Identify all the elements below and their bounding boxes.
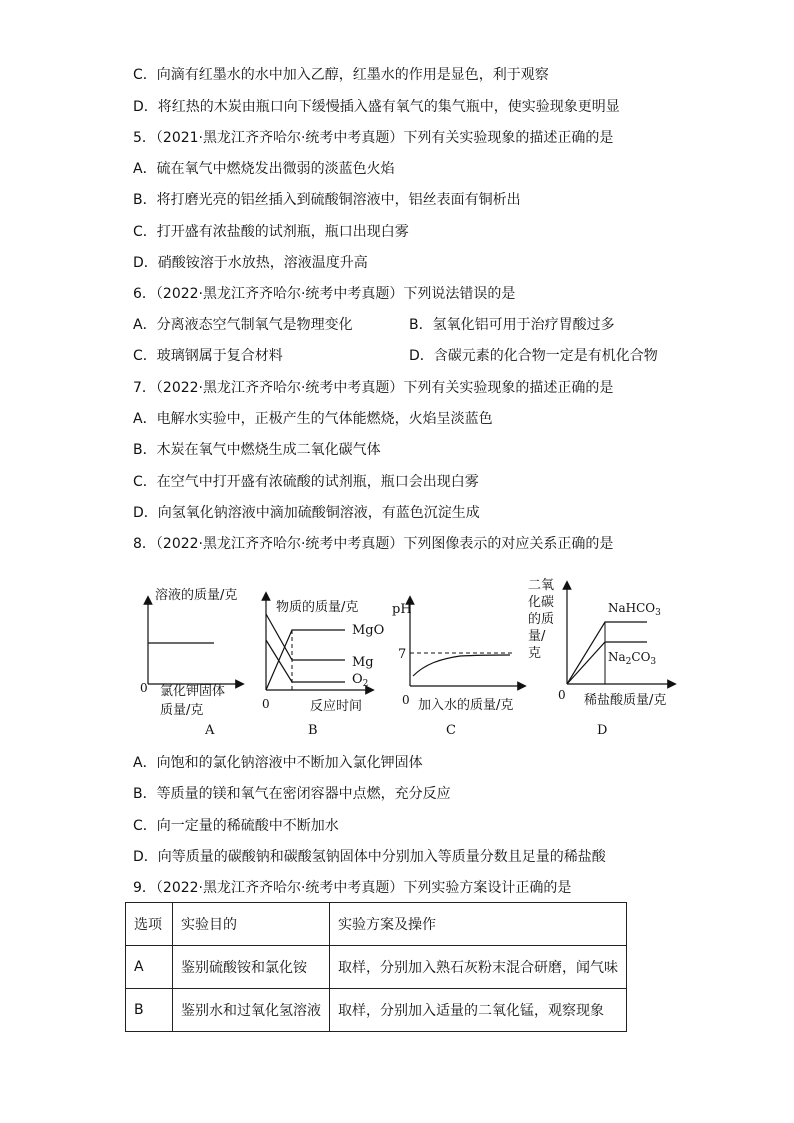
series-label: MgO bbox=[352, 623, 385, 638]
table-cell: 取样，分别加入熟石灰粉末混合研磨，闻气味 bbox=[330, 946, 627, 989]
option-line: A．硫在氧气中燃烧发出微弱的淡蓝色火焰 bbox=[133, 161, 395, 177]
x-axis-label: 反应时间 bbox=[310, 699, 363, 714]
x-axis-label: 加入水的质量/克 bbox=[418, 698, 514, 713]
series-label bbox=[352, 672, 368, 689]
table-cell: B bbox=[126, 989, 173, 1032]
y-axis-label: 化碳 bbox=[528, 595, 555, 610]
subscript: 3 bbox=[655, 608, 661, 618]
curve-o2 bbox=[266, 640, 345, 682]
option-line: A．电解水实验中，正极产生的气体能燃烧，火焰呈淡蓝色 bbox=[133, 411, 493, 427]
curve bbox=[413, 655, 510, 676]
graph-a bbox=[140, 587, 240, 738]
question-stem: 7．（2022·黑龙江齐齐哈尔·统考中考真题）下列有关实验现象的描述正确的是 bbox=[133, 380, 614, 396]
graph-caption: B bbox=[308, 723, 318, 738]
graph-caption: A bbox=[205, 723, 215, 738]
y-axis-label: 的质 bbox=[528, 612, 555, 627]
table-header-cell: 选项 bbox=[126, 903, 173, 946]
subscript: 2 bbox=[625, 657, 632, 667]
origin-label: 0 bbox=[140, 681, 148, 695]
table-header-cell: 实验目的 bbox=[173, 903, 330, 946]
option-line: C．在空气中打开盛有浓硫酸的试剂瓶，瓶口会出现白雾 bbox=[133, 474, 479, 490]
series-label-part: O bbox=[352, 672, 363, 687]
table-header-cell: 实验方案及操作 bbox=[330, 903, 627, 946]
graph-b bbox=[262, 596, 384, 738]
option-line: D．硝酸铵溶于水放热，溶液温度升高 bbox=[133, 255, 368, 271]
y-axis-label: 溶液的质量/克 bbox=[155, 588, 238, 603]
graph-d bbox=[528, 578, 672, 738]
graph-caption: D bbox=[597, 723, 608, 738]
y-axis-label: 量/ bbox=[528, 629, 546, 644]
option-line: A．向饱和的氯化钠溶液中不断加入氯化钾固体 bbox=[133, 755, 423, 771]
option-line: B．氢氧化铝可用于治疗胃酸过多 bbox=[409, 317, 615, 333]
option-line: B．木炭在氧气中燃烧生成二氧化碳气体 bbox=[133, 442, 381, 458]
series-label-part: Na bbox=[608, 650, 626, 664]
y-axis-label: 克 bbox=[528, 646, 542, 661]
question-stem: 5．（2021·黑龙江齐齐哈尔·统考中考真题）下列有关实验现象的描述正确的是 bbox=[133, 130, 614, 146]
y-tick-label: 7 bbox=[398, 647, 407, 662]
option-line: C．玻璃钢属于复合材料 bbox=[133, 348, 283, 364]
series-label: Mg bbox=[352, 655, 374, 670]
question-stem: 6．（2022·黑龙江齐齐哈尔·统考中考真题）下列说法错误的是 bbox=[133, 286, 516, 302]
table-cell: 鉴别硫酸铵和氯化铵 bbox=[173, 946, 330, 989]
graph-caption: C bbox=[446, 723, 456, 738]
x-axis-label: 质量/克 bbox=[160, 703, 204, 718]
option-line: D．向氢氧化钠溶液中滴加硫酸铜溶液，有蓝色沉淀生成 bbox=[133, 505, 480, 521]
series-label-part: NaHCO bbox=[608, 601, 656, 615]
y-axis-label: pH bbox=[392, 602, 412, 617]
graph-c bbox=[392, 600, 522, 738]
option-line: B．等质量的镁和氧气在密闭容器中点燃，充分反应 bbox=[133, 786, 451, 802]
series-label-part: CO bbox=[631, 650, 651, 664]
option-line: D．向等质量的碳酸钠和碳酸氢钠固体中分别加入等质量分数且足量的稀盐酸 bbox=[133, 849, 606, 865]
option-line: D．将红热的木炭由瓶口向下缓慢插入盛有氧气的集气瓶中，使实验现象更明显 bbox=[133, 99, 620, 115]
option-line: D．含碳元素的化合物一定是有机化合物 bbox=[409, 348, 658, 364]
x-axis-label: 氯化钾固体 bbox=[160, 684, 226, 699]
table-header-row bbox=[126, 903, 627, 946]
curve-mg bbox=[266, 614, 345, 660]
table-cell: 取样，分别加入适量的二氧化锰，观察现象 bbox=[330, 989, 627, 1032]
experiment-table bbox=[125, 902, 627, 1032]
subscript: 3 bbox=[650, 657, 657, 667]
option-line: C．向一定量的稀硫酸中不断加水 bbox=[133, 818, 339, 834]
table-row bbox=[126, 946, 627, 989]
graph-figure bbox=[0, 560, 794, 750]
option-line: A．分离液态空气制氧气是物理变化 bbox=[133, 317, 353, 333]
y-axis-label: 物质的质量/克 bbox=[276, 600, 359, 615]
origin-label: 0 bbox=[558, 688, 566, 702]
option-line: B．将打磨光亮的铝丝插入到硫酸铜溶液中，铝丝表面有铜析出 bbox=[133, 192, 521, 208]
origin-label: 0 bbox=[262, 697, 270, 711]
table-row bbox=[126, 989, 627, 1032]
series-label bbox=[608, 601, 661, 618]
series-label bbox=[608, 650, 656, 667]
table-cell: A bbox=[126, 946, 173, 989]
question-stem: 9．（2022·黑龙江齐齐哈尔·统考中考真题）下列实验方案设计正确的是 bbox=[133, 880, 572, 896]
option-line: C．打开盛有浓盐酸的试剂瓶，瓶口出现白雾 bbox=[133, 224, 409, 240]
option-line: C．向滴有红墨水的水中加入乙醇，红墨水的作用是显色，利于观察 bbox=[133, 67, 549, 83]
y-axis-label: 二氧 bbox=[528, 578, 555, 593]
table-cell: 鉴别水和过氧化氢溶液 bbox=[173, 989, 330, 1032]
subscript: 2 bbox=[362, 679, 369, 689]
question-stem: 8．（2022·黑龙江齐齐哈尔·统考中考真题）下列图像表示的对应关系正确的是 bbox=[133, 536, 614, 552]
origin-label: 0 bbox=[402, 693, 410, 707]
x-axis-label: 稀盐酸质量/克 bbox=[584, 693, 667, 708]
